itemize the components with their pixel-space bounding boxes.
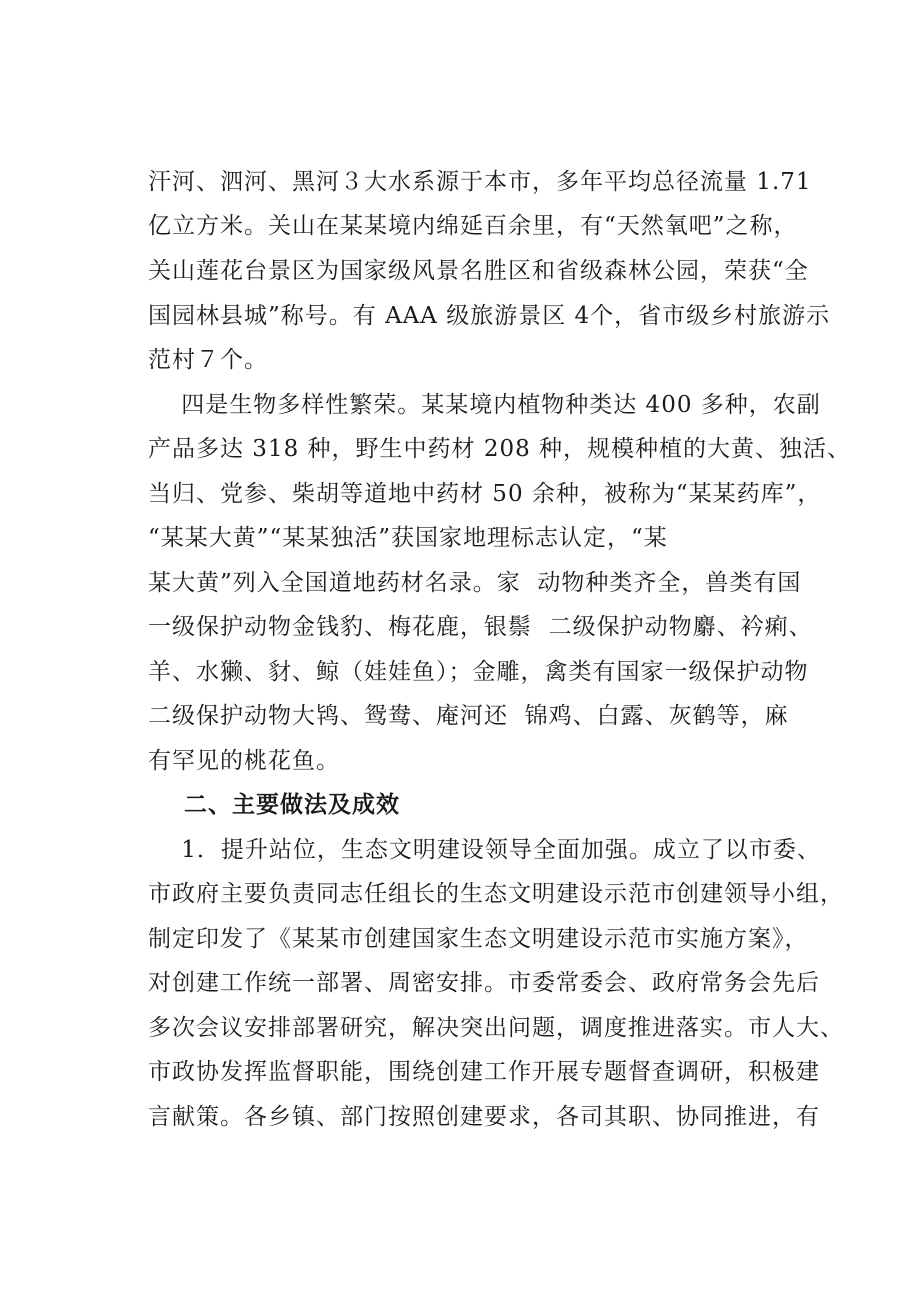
body-text-line: 羊、水獭、豺、鲸（娃娃鱼）；金雕，禽类有国家一级保护动物 [148, 659, 809, 685]
paragraph-start-line: 1．提升站位，生态文明建设领导全面加强。成立了以市委、 [148, 837, 821, 863]
body-text-line: “某某大黄”“某某独活”获国家地理标志认定，“某 [148, 525, 668, 551]
section-heading: 二、主要做法及成效 [148, 792, 401, 818]
body-text-line: 汗河、泗河、黑河３大水系源于本市，多年平均总径流量 1.71 [148, 169, 812, 195]
body-text-line: 多次会议安排部署研究，解决突出问题，调度推进落实。市人大、 [148, 1015, 844, 1041]
body-text-line: 一级保护动物金钱豹、梅花鹿，银鬃 二级保护动物麝、衿痢、 [148, 614, 813, 640]
paragraph-start-line: 四是生物多样性繁荣。某某境内植物种类达 400 多种，农副 [148, 392, 821, 418]
body-text-line: 有罕见的桃花鱼。 [148, 748, 340, 774]
body-text-line: 市政府主要负责同志任组长的生态文明建设示范市创建领导小组， [148, 881, 844, 907]
body-text-line: 对创建工作统一部署、周密安排。市委常委会、政府常务会先后 [148, 970, 820, 996]
body-text-line: 产品多达 318 种，野生中药材 208 种，规模种植的大黄、独活、 [148, 436, 852, 462]
body-text-line: 亿立方米。关山在某某境内绵延百余里，有“天然氧吧”之称， [148, 213, 798, 239]
body-text-line: 言献策。各乡镇、部门按照创建要求，各司其职、协同推进，有 [148, 1104, 820, 1130]
body-text-line: 某大黄”列入全国道地药材名录。家 动物种类齐全，兽类有国 [148, 570, 802, 596]
body-text-line: 市政协发挥监督职能，围绕创建工作开展专题督查调研，积极建 [148, 1059, 820, 1085]
body-text-line: 二级保护动物大鸨、鸳鸯、庵河还 锦鸡、白露、灰鹤等，麻 [148, 703, 789, 729]
body-text-line: 范村７个。 [148, 347, 268, 373]
body-text-line: 制定印发了《某某市创建国家生态文明建设示范市实施方案》， [148, 926, 809, 952]
body-text-line: 关山莲花台景区为国家级风景名胜区和省级森林公园，荣获“全 [148, 258, 809, 284]
body-text-line: 国园林县城”称号。有 AAA 级旅游景区 4个，省市级乡村旅游示 [148, 303, 831, 329]
body-text-line: 当归、党参、柴胡等道地中药材 50 余种，被称为“某某药库”， [148, 481, 822, 507]
